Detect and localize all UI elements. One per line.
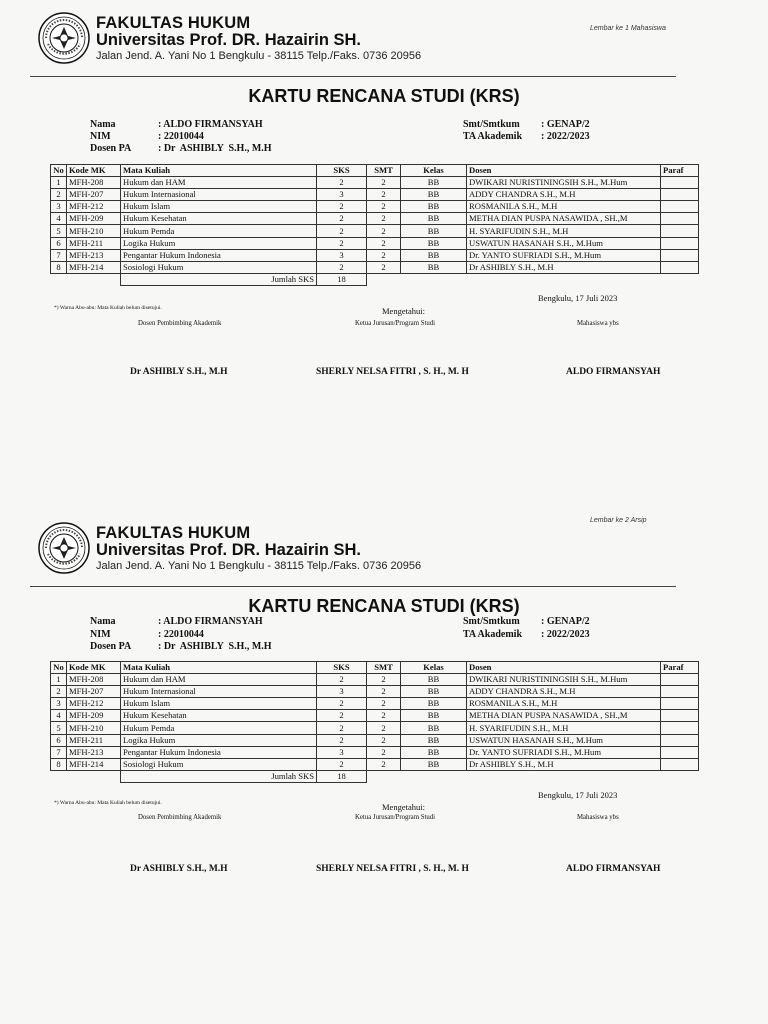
cell-kode-mk: MFH-209	[67, 213, 121, 225]
blank-cell	[51, 273, 121, 285]
total-sks-value: 18	[317, 273, 367, 285]
cell-paraf	[661, 261, 699, 273]
cell-smt: 2	[367, 189, 401, 201]
cell-smt: 2	[367, 710, 401, 722]
place-date: Bengkulu, 17 Juli 2023	[538, 790, 618, 800]
cell-no: 6	[51, 734, 67, 746]
cell-no: 3	[51, 201, 67, 213]
table-row	[51, 686, 699, 698]
role-ketua-jurusan: Ketua Jurusan/Program Studi	[355, 814, 436, 821]
university-address: Jalan Jend. A. Yani No 1 Bengkulu - 38115 Telp./Faks. 0736 20956	[96, 560, 422, 572]
table-row	[51, 201, 699, 213]
header-mata-kuliah: Mata Kuliah	[121, 662, 317, 674]
header-kelas: Kelas	[401, 165, 467, 177]
cell-dosen: USWATUN HASANAH S.H., M.Hum	[467, 237, 661, 249]
academic-year-value: : 2022/2023	[541, 629, 590, 640]
cell-paraf	[661, 189, 699, 201]
header-dosen: Dosen	[467, 165, 661, 177]
cell-kelas: BB	[401, 189, 467, 201]
nim-value: : 22010044	[158, 131, 204, 142]
header-smt: SMT	[367, 662, 401, 674]
header-dosen: Dosen	[467, 662, 661, 674]
cell-kode-mk: MFH-208	[67, 674, 121, 686]
cell-no: 4	[51, 710, 67, 722]
blank-cell	[51, 770, 121, 782]
cell-kode-mk: MFH-211	[67, 734, 121, 746]
signature-mahasiswa: ALDO FIRMANSYAH	[566, 367, 661, 377]
cell-kode-mk: MFH-213	[67, 746, 121, 758]
total-sks-value: 18	[317, 770, 367, 782]
krs-sheet-arsip	[0, 510, 768, 1022]
signature-dosen-pembimbing: Dr ASHIBLY S.H., M.H	[130, 864, 228, 874]
cell-mata-kuliah: Hukum Kesehatan	[121, 213, 317, 225]
cell-mata-kuliah: Hukum Pemda	[121, 722, 317, 734]
cell-mata-kuliah: Hukum dan HAM	[121, 674, 317, 686]
cell-sks: 2	[317, 734, 367, 746]
cell-smt: 2	[367, 237, 401, 249]
table-total-row	[51, 273, 699, 285]
cell-smt: 2	[367, 213, 401, 225]
cell-kode-mk: MFH-208	[67, 177, 121, 189]
cell-dosen: ROSMANILA S.H., M.H	[467, 201, 661, 213]
cell-kelas: BB	[401, 758, 467, 770]
table-header-row	[51, 165, 699, 177]
header-paraf: Paraf	[661, 662, 699, 674]
cell-kelas: BB	[401, 686, 467, 698]
course-table	[50, 661, 699, 783]
cell-kode-mk: MFH-207	[67, 189, 121, 201]
sheet-copy-note: Lembar ke 1 Mahasiswa	[590, 25, 666, 32]
mengetahui-label: Mengetahui:	[382, 802, 425, 812]
academic-year-label: TA Akademik	[463, 131, 522, 142]
cell-mata-kuliah: Hukum dan HAM	[121, 177, 317, 189]
cell-paraf	[661, 213, 699, 225]
cell-paraf	[661, 698, 699, 710]
university-address: Jalan Jend. A. Yani No 1 Bengkulu - 38115 Telp./Faks. 0736 20956	[96, 50, 422, 62]
cell-kode-mk: MFH-210	[67, 722, 121, 734]
sheet-copy-note: Lembar ke 2 Arsip	[590, 517, 647, 524]
cell-paraf	[661, 249, 699, 261]
mengetahui-label: Mengetahui:	[382, 306, 425, 316]
cell-dosen: Dr ASHIBLY S.H., M.H	[467, 261, 661, 273]
dosen-pa-value: : Dr ASHIBLY S.H., M.H	[158, 143, 272, 154]
semester-label: Smt/Smtkum	[463, 616, 520, 627]
cell-dosen: H. SYARIFUDIN S.H., M.H	[467, 722, 661, 734]
cell-paraf	[661, 201, 699, 213]
cell-no: 8	[51, 261, 67, 273]
semester-value: : GENAP/2	[541, 119, 590, 130]
cell-dosen: Dr. YANTO SUFRIADI S.H., M.Hum	[467, 249, 661, 261]
signature-dosen-pembimbing: Dr ASHIBLY S.H., M.H	[130, 367, 228, 377]
cell-sks: 2	[317, 177, 367, 189]
table-row	[51, 249, 699, 261]
header-kode-mk: Kode MK	[67, 165, 121, 177]
cell-paraf	[661, 674, 699, 686]
cell-paraf	[661, 710, 699, 722]
cell-sks: 2	[317, 674, 367, 686]
cell-no: 2	[51, 189, 67, 201]
nim-value: : 22010044	[158, 629, 204, 640]
university-name: Universitas Prof. DR. Hazairin SH.	[96, 31, 361, 49]
cell-smt: 2	[367, 674, 401, 686]
blank-cell	[367, 770, 699, 782]
cell-smt: 2	[367, 249, 401, 261]
cell-smt: 2	[367, 686, 401, 698]
cell-sks: 2	[317, 710, 367, 722]
header-no: No	[51, 165, 67, 177]
cell-paraf	[661, 686, 699, 698]
header-sks: SKS	[317, 165, 367, 177]
course-table-body	[51, 662, 699, 783]
cell-paraf	[661, 758, 699, 770]
cell-sks: 2	[317, 201, 367, 213]
cell-kode-mk: MFH-210	[67, 225, 121, 237]
cell-paraf	[661, 237, 699, 249]
header-kelas: Kelas	[401, 662, 467, 674]
cell-mata-kuliah: Sosiologi Hukum	[121, 758, 317, 770]
table-row	[51, 177, 699, 189]
role-mahasiswa: Mahasiswa ybs	[577, 320, 619, 327]
cell-kode-mk: MFH-207	[67, 686, 121, 698]
cell-dosen: DWIKARI NURISTININGSIH S.H., M.Hum	[467, 177, 661, 189]
cell-dosen: ROSMANILA S.H., M.H	[467, 698, 661, 710]
cell-mata-kuliah: Hukum Kesehatan	[121, 710, 317, 722]
cell-sks: 2	[317, 722, 367, 734]
cell-smt: 2	[367, 177, 401, 189]
nama-label: Nama	[90, 616, 116, 627]
cell-no: 8	[51, 758, 67, 770]
cell-dosen: DWIKARI NURISTININGSIH S.H., M.Hum	[467, 674, 661, 686]
cell-dosen: METHA DIAN PUSPA NASAWIDA , SH.,M	[467, 710, 661, 722]
nim-label: NIM	[90, 131, 111, 142]
cell-paraf	[661, 225, 699, 237]
cell-smt: 2	[367, 261, 401, 273]
table-row	[51, 189, 699, 201]
university-name: Universitas Prof. DR. Hazairin SH.	[96, 541, 361, 559]
cell-kode-mk: MFH-214	[67, 758, 121, 770]
cell-dosen: ADDY CHANDRA S.H., M.H	[467, 686, 661, 698]
cell-kode-mk: MFH-209	[67, 710, 121, 722]
cell-mata-kuliah: Hukum Internasional	[121, 686, 317, 698]
cell-sks: 3	[317, 189, 367, 201]
header-divider	[30, 586, 676, 587]
dosen-pa-label: Dosen PA	[90, 143, 132, 154]
header-mata-kuliah: Mata Kuliah	[121, 165, 317, 177]
cell-sks: 2	[317, 237, 367, 249]
cell-smt: 2	[367, 225, 401, 237]
cell-mata-kuliah: Pengantar Hukum Indonesia	[121, 249, 317, 261]
cell-kelas: BB	[401, 734, 467, 746]
cell-mata-kuliah: Logika Hukum	[121, 237, 317, 249]
table-row	[51, 213, 699, 225]
cell-no: 2	[51, 686, 67, 698]
cell-smt: 2	[367, 758, 401, 770]
cell-kode-mk: MFH-212	[67, 698, 121, 710]
academic-year-label: TA Akademik	[463, 629, 522, 640]
cell-kelas: BB	[401, 674, 467, 686]
cell-no: 5	[51, 722, 67, 734]
table-row	[51, 746, 699, 758]
cell-kelas: BB	[401, 201, 467, 213]
cell-kode-mk: MFH-213	[67, 249, 121, 261]
cell-mata-kuliah: Hukum Islam	[121, 201, 317, 213]
header-paraf: Paraf	[661, 165, 699, 177]
cell-sks: 2	[317, 758, 367, 770]
cell-no: 3	[51, 698, 67, 710]
cell-mata-kuliah: Pengantar Hukum Indonesia	[121, 746, 317, 758]
cell-paraf	[661, 746, 699, 758]
cell-no: 6	[51, 237, 67, 249]
cell-sks: 2	[317, 213, 367, 225]
signature-ketua-jurusan: SHERLY NELSA FITRI , S. H., M. H	[316, 367, 469, 377]
table-row	[51, 758, 699, 770]
cell-paraf	[661, 722, 699, 734]
cell-no: 5	[51, 225, 67, 237]
table-row	[51, 698, 699, 710]
cell-no: 4	[51, 213, 67, 225]
cell-kode-mk: MFH-214	[67, 261, 121, 273]
header-smt: SMT	[367, 165, 401, 177]
blank-cell	[367, 273, 699, 285]
faculty-name: FAKULTAS HUKUM	[96, 524, 251, 542]
role-ketua-jurusan: Ketua Jurusan/Program Studi	[355, 320, 436, 327]
cell-no: 7	[51, 746, 67, 758]
cell-smt: 2	[367, 722, 401, 734]
cell-kelas: BB	[401, 746, 467, 758]
signature-mahasiswa: ALDO FIRMANSYAH	[566, 864, 661, 874]
cell-dosen: Dr ASHIBLY S.H., M.H	[467, 758, 661, 770]
table-row	[51, 734, 699, 746]
total-sks-label: Jumlah SKS	[121, 770, 317, 782]
grey-note: *) Warna Abu-abu: Mata Kuliah belum disetujui.	[54, 305, 162, 311]
cell-mata-kuliah: Logika Hukum	[121, 734, 317, 746]
academic-year-value: : 2022/2023	[541, 131, 590, 142]
cell-kelas: BB	[401, 710, 467, 722]
place-date: Bengkulu, 17 Juli 2023	[538, 293, 618, 303]
nama-value: : ALDO FIRMANSYAH	[158, 119, 263, 130]
cell-mata-kuliah: Hukum Internasional	[121, 189, 317, 201]
cell-kelas: BB	[401, 225, 467, 237]
table-row	[51, 225, 699, 237]
grey-note: *) Warna Abu-abu: Mata Kuliah belum disetujui.	[54, 800, 162, 806]
university-seal-icon	[38, 12, 90, 64]
header-divider	[30, 76, 676, 77]
course-table-body	[51, 165, 699, 286]
cell-sks: 2	[317, 261, 367, 273]
cell-no: 1	[51, 674, 67, 686]
course-table	[50, 164, 699, 286]
cell-kelas: BB	[401, 722, 467, 734]
signature-ketua-jurusan: SHERLY NELSA FITRI , S. H., M. H	[316, 864, 469, 874]
nim-label: NIM	[90, 629, 111, 640]
document-title: KARTU RENCANA STUDI (KRS)	[248, 86, 520, 106]
cell-kelas: BB	[401, 177, 467, 189]
cell-mata-kuliah: Sosiologi Hukum	[121, 261, 317, 273]
cell-dosen: Dr. YANTO SUFRIADI S.H., M.Hum	[467, 746, 661, 758]
cell-no: 1	[51, 177, 67, 189]
dosen-pa-value: : Dr ASHIBLY S.H., M.H	[158, 641, 272, 652]
cell-sks: 3	[317, 686, 367, 698]
cell-kode-mk: MFH-212	[67, 201, 121, 213]
table-total-row	[51, 770, 699, 782]
table-header-row	[51, 662, 699, 674]
total-sks-label: Jumlah SKS	[121, 273, 317, 285]
cell-kelas: BB	[401, 698, 467, 710]
cell-mata-kuliah: Hukum Pemda	[121, 225, 317, 237]
header-no: No	[51, 662, 67, 674]
cell-mata-kuliah: Hukum Islam	[121, 698, 317, 710]
role-mahasiswa: Mahasiswa ybs	[577, 814, 619, 821]
cell-sks: 3	[317, 746, 367, 758]
cell-dosen: ADDY CHANDRA S.H., M.H	[467, 189, 661, 201]
cell-sks: 3	[317, 249, 367, 261]
table-row	[51, 261, 699, 273]
cell-paraf	[661, 734, 699, 746]
cell-dosen: USWATUN HASANAH S.H., M.Hum	[467, 734, 661, 746]
role-dosen-pembimbing: Dosen Pembimbing Akademik	[138, 814, 222, 821]
semester-label: Smt/Smtkum	[463, 119, 520, 130]
cell-kelas: BB	[401, 261, 467, 273]
role-dosen-pembimbing: Dosen Pembimbing Akademik	[138, 320, 222, 327]
nama-value: : ALDO FIRMANSYAH	[158, 616, 263, 627]
table-row	[51, 237, 699, 249]
cell-kelas: BB	[401, 237, 467, 249]
cell-dosen: METHA DIAN PUSPA NASAWIDA , SH.,M	[467, 213, 661, 225]
cell-kode-mk: MFH-211	[67, 237, 121, 249]
university-seal-icon	[38, 522, 90, 574]
faculty-name: FAKULTAS HUKUM	[96, 14, 251, 32]
cell-dosen: H. SYARIFUDIN S.H., M.H	[467, 225, 661, 237]
cell-sks: 2	[317, 225, 367, 237]
header-sks: SKS	[317, 662, 367, 674]
cell-smt: 2	[367, 734, 401, 746]
semester-value: : GENAP/2	[541, 616, 590, 627]
cell-sks: 2	[317, 698, 367, 710]
dosen-pa-label: Dosen PA	[90, 641, 132, 652]
cell-smt: 2	[367, 746, 401, 758]
cell-paraf	[661, 177, 699, 189]
nama-label: Nama	[90, 119, 116, 130]
document-title: KARTU RENCANA STUDI (KRS)	[248, 596, 520, 616]
table-row	[51, 722, 699, 734]
cell-kelas: BB	[401, 249, 467, 261]
cell-kelas: BB	[401, 213, 467, 225]
cell-smt: 2	[367, 201, 401, 213]
table-row	[51, 674, 699, 686]
table-row	[51, 710, 699, 722]
header-kode-mk: Kode MK	[67, 662, 121, 674]
cell-smt: 2	[367, 698, 401, 710]
cell-no: 7	[51, 249, 67, 261]
